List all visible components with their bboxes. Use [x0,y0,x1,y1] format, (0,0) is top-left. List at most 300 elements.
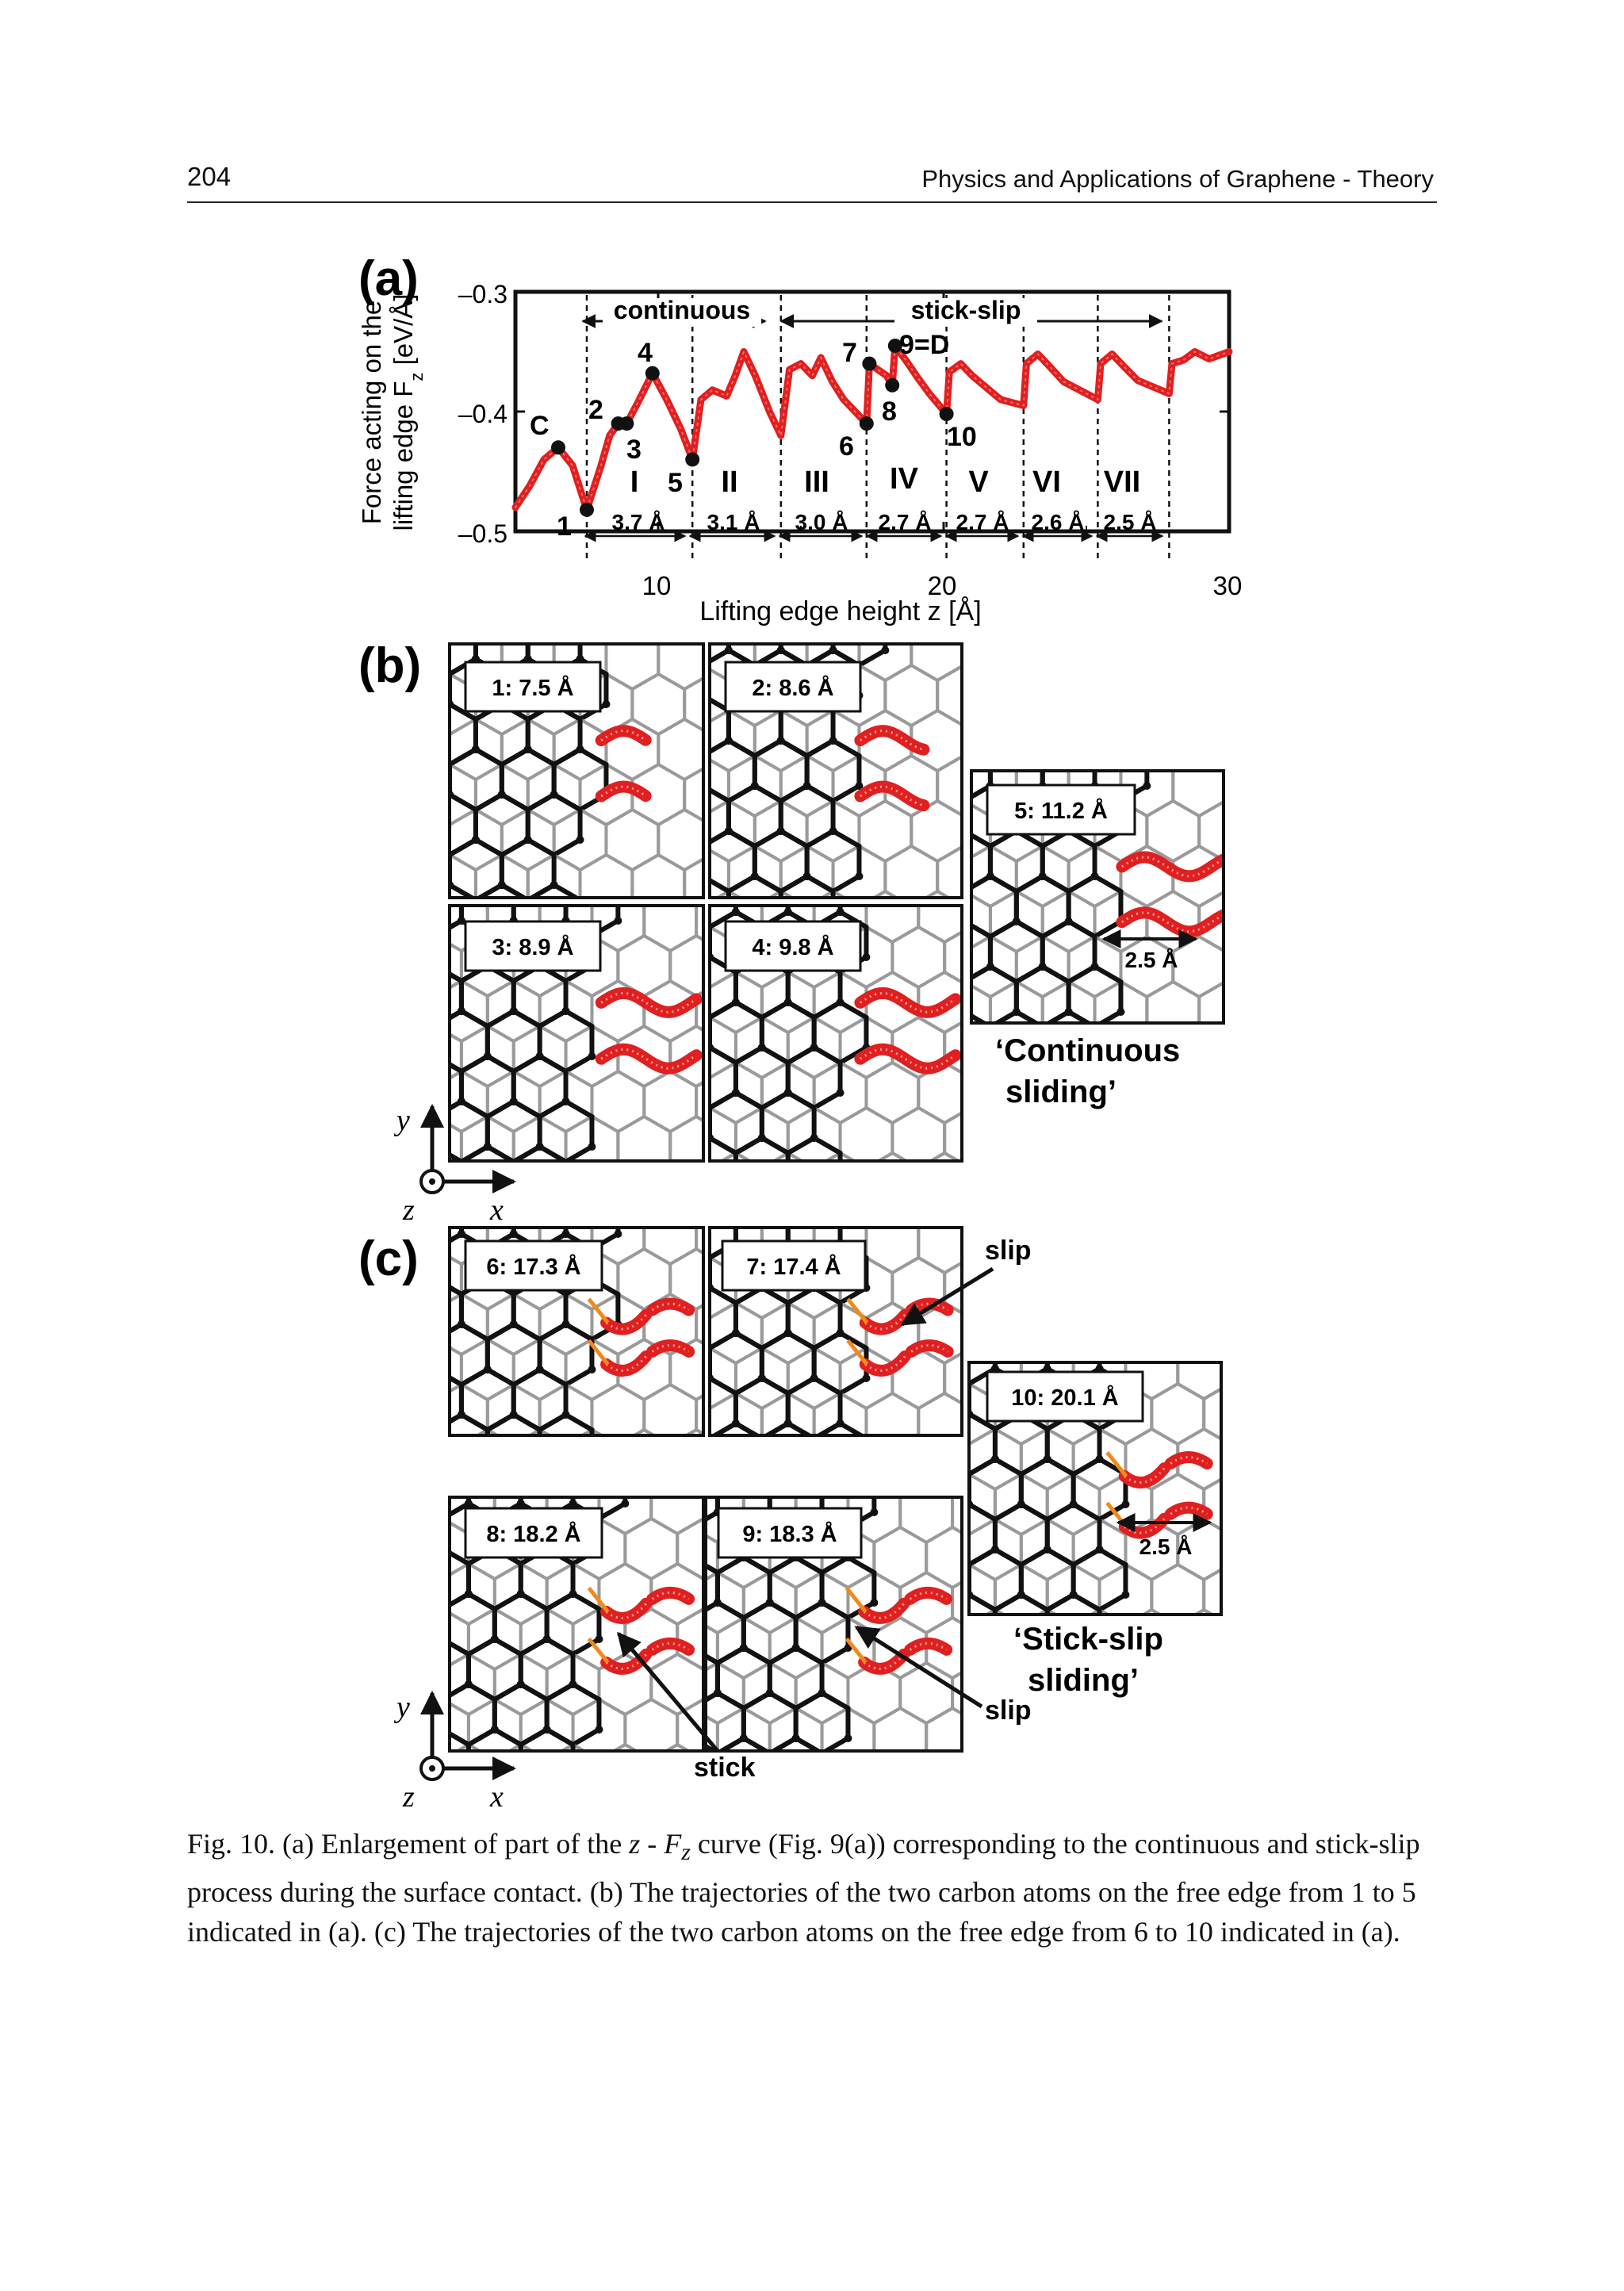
snapshot-5-canvas-sub-hex-27 [1225,846,1277,906]
snapshot-7-canvas-sub-hex-43 [736,1439,788,1499]
axis-y-label-b: y [396,1104,410,1137]
snapshot-1-canvas-top-hex-2 [502,569,554,629]
snapshot-10-canvas-sub-hex-6 [1256,1293,1308,1354]
snapshot-9-canvas-atom-37-0 [740,1644,748,1652]
snapshot-6-canvas-atom-42-2 [431,1456,439,1464]
snapshot-8-canvas-top-hex-14 [390,1504,442,1564]
snapshot-8-canvas-atom-52-2 [569,1771,577,1779]
axis-z-dot-c [429,1765,435,1772]
snapshot-3-canvas-atom-8-4 [405,917,413,925]
snapshot-3-canvas-atom-2-2 [536,872,544,879]
snapshot-9-canvas-atom-52-0 [792,1734,800,1742]
snapshot-9-canvas-sub-hex-54 [900,1753,952,1814]
snapshot-3-canvas-atom-43-0 [458,1098,465,1105]
snapshot-1-canvas-top-hex-21 [371,704,423,764]
snapshot-3-canvas-atom-1-2 [484,872,492,879]
snapshot-9-canvas-atom-43-0 [714,1689,722,1697]
snapshot-6-canvas-atom-2-4 [484,1185,492,1193]
snapshot-7-canvas-atom-35-0 [653,1374,661,1382]
snapshot-8-canvas-atom-22-0 [439,1545,446,1553]
snapshot-7-canvas-sub-hex-5 [944,1167,997,1228]
snapshot-6-canvas-atom-45-2 [588,1456,596,1464]
snapshot-9-canvas-atom-8-0 [688,1463,695,1471]
snapshot-8-canvas-atom-0-4 [386,1454,394,1462]
snapshot-9-canvas-atom-2-4 [740,1463,748,1471]
snapshot-9-canvas-atom-14-0 [661,1508,669,1516]
snapshot-7-canvas-atom-31-2 [862,1374,870,1382]
snapshot-6-canvas-top-hex-28 [383,1324,435,1385]
snapshot-10-canvas-atom-2-4 [1017,1320,1025,1327]
figure-caption [187,1824,1440,1952]
snapshot-7-canvas-sub-hex-20 [997,1258,1049,1318]
snapshot-3-canvas-atom-42-4 [379,1143,387,1151]
snapshot-6-canvas-top-hex-43 [435,1415,488,1475]
snapshot-1-canvas-atom-52-0 [550,881,558,889]
snapshot-8-canvas-atom-49-2 [412,1771,420,1779]
snapshot-10-canvas-atom-1-2 [1017,1320,1025,1327]
snapshot-10-canvas-atom-52-0 [1070,1591,1078,1599]
snapshot-5-canvas-atom-2-0 [1039,692,1047,699]
snapshot-5-canvas-atom-11-2 [1143,782,1151,790]
snapshot-1-canvas-atom-7-0 [393,610,401,618]
caption-part1: (a) Enlargement of part of the [275,1828,630,1860]
snapshot-3-canvas-atom-52-2 [562,1188,570,1196]
snapshot-3-canvas-atom-1-0 [458,826,465,834]
snapshot-8-canvas-atom-21-0 [386,1545,394,1553]
snapshot-6-canvas-atom-43-2 [484,1456,492,1464]
snapshot-5-canvas-sub-hex-34 [1251,891,1304,952]
snapshot-8-canvas-atom-7-4 [360,1500,368,1508]
snapshot-6-canvas-sub-hex-43 [462,1430,514,1490]
snapshot-5-canvas-trajectory-0 [1122,857,1236,876]
snapshot-3-canvas-atom-3-4 [536,872,544,879]
chart-a [357,280,1242,626]
snapshot-6-canvas-atom-21-2 [405,1320,413,1328]
snapshot-3-canvas-atom-21-0 [379,962,387,970]
snapshot-9-canvas-atom-11-2 [870,1508,878,1516]
snapshot-5-canvas-sub-hex-5 [1199,711,1251,771]
snapshot-6-canvas-sub-hex-35 [383,1385,435,1445]
snapshot-5-canvas-atom-3-2 [1116,737,1124,745]
snapshot-6-canvas [353,1140,775,1490]
y-axis-title-sub: z [406,372,427,381]
snapshot-1-canvas-atom-3-2 [602,610,610,618]
snapshot-6-canvas-top-hex-45 [540,1415,592,1475]
snapshot-6-canvas-atom-29-0 [458,1320,465,1328]
snapshot-9-canvas-atom-49-0 [635,1734,643,1742]
snapshot-6 [353,1140,775,1490]
snapshot-10-canvas-sub-hex-41 [1230,1519,1282,1580]
snapshot-1-canvas-sub-hex-49 [397,900,450,960]
snapshot-2-canvas-atom-0-4 [646,601,654,609]
snapshot-8-canvas-atom-14-0 [412,1500,420,1508]
snapshot-9-canvas-atom-29-0 [714,1599,722,1607]
snapshot-9-canvas-sub-hex-35 [639,1663,691,1723]
ytick-label-2: –0.5 [458,519,508,548]
snapshot-1-canvas-sub-hex-0 [423,584,476,644]
snapshot-1-canvas-top-hex-35 [371,795,423,855]
snapshot-3-canvas-atom-15-4 [431,962,439,970]
snapshot-5-label: 5: 11.2 Å [1014,799,1108,824]
snapshot-3-canvas-top-hex-14 [383,921,435,981]
snapshot-8-canvas-atom-50-2 [465,1771,473,1779]
snapshot-5-canvas-atom-28-4 [908,918,916,925]
snapshot-8-canvas-atom-0-0 [412,1409,420,1417]
snapshot-9-canvas-sub-hex-52 [796,1753,848,1814]
snapshot-6-canvas-sub-hex-48 [722,1430,775,1490]
snapshot-9-canvas-atom-3-0 [818,1418,826,1426]
snapshot-9-canvas-atom-10-0 [792,1463,800,1471]
snapshot-4-canvas-atom-52-2 [837,1179,845,1187]
stick-slip-label: stick-slip [910,296,1021,324]
snapshot-9-canvas-atom-9-0 [740,1463,748,1471]
snapshot-10-canvas-atom-44-0 [1044,1546,1051,1554]
snapshot-4-canvas-sub-hex-55 [971,1153,1023,1213]
x-axis-title: Lifting edge height z [Å] [699,596,982,626]
snapshot-1-canvas-top-hex-3 [554,569,607,629]
snapshot-5-canvas-atom-38-0 [1065,918,1073,925]
snapshot-9-canvas-atom-44-0 [766,1689,774,1697]
snapshot-3-canvas-atom-1-4 [431,872,439,879]
snapshot-5-canvas-top-hex-3 [1069,695,1121,756]
snapshot-2-canvas-atom-35-2 [672,827,680,835]
snapshot-6-canvas-atom-17-0 [562,1230,570,1238]
snapshot-9-canvas-atom-52-2 [818,1780,826,1787]
snapshot-8-canvas-atom-51-2 [517,1771,525,1779]
snapshot-7-canvas-atom-28-4 [653,1374,661,1382]
snapshot-6-canvas-atom-31-0 [562,1320,570,1328]
continuous-caption-1: ‘Continuous [995,1033,1181,1068]
snapshot-3-canvas-atom-21-4 [353,1007,361,1015]
snapshot-8-canvas-atom-22-4 [412,1590,420,1598]
snapshot-2-canvas-sub-hex-6 [990,575,1042,635]
snapshot-10-canvas-atom-3-2 [1121,1320,1129,1327]
axis-z-dot-b [429,1178,435,1185]
snapshot-10-canvas-sub-hex-5 [1204,1293,1256,1354]
snapshot-5-canvas-atom-51-4 [986,1053,994,1061]
snapshot-4-canvas-atom-49-0 [653,1134,661,1142]
snapshot-1-canvas-atom-14-4 [393,700,401,708]
snapshot-10-canvas-sub-hex-3 [1100,1293,1152,1354]
snapshot-7-canvas-atom-44-2 [810,1465,818,1473]
snapshot-7-canvas-atom-37-0 [758,1374,766,1382]
snapshot-7-canvas-atom-29-0 [732,1329,740,1337]
snapshot-9-canvas-sub-hex-2 [770,1437,822,1497]
snapshot-3-canvas-atom-35-0 [379,1052,387,1060]
snapshot-9-canvas-sub-hex-49 [639,1753,691,1814]
snapshot-2-canvas-atom-0-0 [672,556,680,564]
snapshot-10-canvas-sub-hex-2 [1048,1293,1100,1354]
snapshot-6-canvas-top-hex-42 [383,1415,435,1475]
panel-c-label: (c) [358,1232,419,1286]
snapshot-6-canvas-atom-43-4 [431,1456,439,1464]
snapshot-10-canvas-atom-35-2 [939,1546,947,1554]
snapshot-7-canvas-atom-42-4 [653,1465,661,1473]
snapshot-3-canvas-atom-35-4 [353,1098,361,1105]
snapshot-1-canvas-atom-30-0 [524,745,532,753]
spacing-label-1: 3.7 Å [611,510,665,534]
snapshot-6-canvas-atom-35-0 [379,1366,387,1373]
snapshot-7-canvas-atom-1-4 [706,1193,714,1201]
marked-point-8 [885,378,899,393]
snapshot-4-canvas-atom-51-4 [732,1179,740,1187]
snapshot-5-canvas-atom-1-2 [1013,737,1021,745]
snapshot-4-canvas-atom-14-4 [653,953,661,961]
point-label-10: 10 [947,422,977,452]
snapshot-1-canvas-trajectory-1 [601,787,645,796]
snapshot-6-canvas-atom-29-4 [431,1366,439,1373]
snapshot-5-canvas-atom-10-0 [1065,737,1073,745]
snapshot-4-label: 4: 9.8 Å [752,935,834,960]
snapshot-7-canvas-atom-7-4 [627,1239,635,1247]
spacing-label-6: 2.6 Å [1031,510,1085,534]
snapshot-5-canvas-atom-3-4 [1065,737,1073,745]
continuous-caption-2: sliding’ [1005,1075,1116,1109]
snapshot-8-canvas-top-hex-28 [390,1594,442,1654]
snapshot-1-canvas-top-hex-1 [450,569,502,629]
snapshot-10-canvas-atom-2-0 [1044,1274,1051,1282]
point-label-3: 3 [626,435,642,465]
snapshot-2-canvas-atom-11-2 [881,646,889,654]
snapshot-8-canvas-atom-10-0 [543,1454,551,1462]
snapshot-3-canvas-atom-3-2 [588,872,596,879]
snapshot-6-canvas-atom-3-2 [588,1185,596,1193]
snapshot-9-canvas-atom-0-2 [688,1463,695,1471]
snapshot-1-canvas-atom-37-0 [498,791,506,799]
snapshot-7-canvas-atom-45-2 [862,1465,870,1473]
snapshot-4-canvas-atom-51-0 [758,1134,766,1142]
snapshot-1-canvas-atom-2-2 [550,610,558,618]
snapshot-5-canvas-trajectory-1 [1122,913,1236,932]
marked-point-3 [619,416,634,431]
snapshot-1-canvas-atom-51-0 [498,881,506,889]
snapshot-8-canvas-atom-45-2 [595,1726,603,1734]
snapshot-7-canvas-atom-22-4 [680,1329,688,1337]
snapshot-8-canvas-atom-16-0 [517,1500,525,1508]
snapshot-7-canvas-atom-35-2 [680,1419,688,1427]
snapshot-7-canvas-atom-9-0 [758,1193,766,1201]
snapshot-2-canvas-atom-45-0 [829,827,837,835]
scale-label-b: 2.5 Å [1124,948,1178,972]
snapshot-4-canvas-atom-0-0 [680,818,688,826]
snapshot-6-canvas-atom-30-0 [510,1320,518,1328]
snapshot-10-canvas-sub-hex-13 [1230,1339,1282,1399]
snapshot-3-canvas-atom-0-4 [379,872,387,879]
snapshot-10-canvas-atom-31-2 [1121,1500,1129,1508]
spacing-label-4: 2.7 Å [878,510,932,534]
snapshot-7-canvas-top-hex-45 [814,1423,867,1484]
snapshot-1-canvas-atom-44-0 [524,836,532,844]
snapshot-8-canvas-top-hex-52 [521,1730,573,1790]
snapshot-4-canvas-atom-2-0 [784,818,792,826]
axis-z-label-b: z [403,1193,415,1227]
snapshot-3-canvas-atom-7-4 [353,917,361,925]
snapshot-8-canvas-atom-31-2 [595,1635,603,1643]
snapshot-8-canvas-sub-hex-1 [469,1428,521,1488]
snapshot-4-canvas-atom-50-2 [732,1179,740,1187]
ytick-label-1: –0.4 [458,400,508,428]
region-numeral-5: V [968,465,989,499]
snapshot-1-canvas-top-hex-28 [397,749,450,810]
snapshot-3-canvas-atom-22-0 [431,962,439,970]
snapshot-1-canvas-sub-hex-53 [606,900,658,960]
snapshot-5-canvas-sub-hex-48 [1251,982,1304,1042]
snapshot-9-canvas-atom-14-2 [688,1554,695,1561]
snapshot-8-canvas-sub-hex-7 [390,1473,442,1534]
snapshot-3-canvas-atom-9-0 [484,872,492,879]
point-label-1: 1 [557,511,572,542]
region-numeral-7: VII [1103,465,1141,499]
snapshot-5-canvas-atom-9-0 [1013,737,1021,745]
snapshot-3-canvas-sub-hex-21 [383,981,435,1041]
snapshot-8-canvas-atom-14-4 [386,1545,394,1553]
snapshot-2-canvas-sub-hex-27 [963,711,1016,771]
snapshot-8-canvas-atom-35-2 [412,1680,420,1688]
snapshot-3-canvas-atom-2-0 [510,826,518,834]
snapshot-6-canvas-atom-35-4 [353,1411,361,1419]
snapshot-10-canvas-atom-35-4 [887,1546,894,1554]
snapshot-8-canvas-atom-15-0 [465,1500,473,1508]
marked-point-4 [645,366,660,381]
snapshot-5-canvas-atom-45-2 [1116,1008,1124,1016]
snapshot-7-canvas-sub-hex-27 [971,1303,1023,1363]
snapshot-8-canvas-atom-43-0 [465,1680,473,1688]
xtick-label-10: 10 [642,571,672,600]
snapshot-9-canvas-atom-50-0 [688,1734,695,1742]
snapshot-8-canvas-atom-2-2 [543,1454,551,1462]
snapshot-10-canvas-atom-9-0 [1017,1320,1025,1327]
snapshot-6-canvas-sub-hex-5 [670,1159,722,1219]
snapshot-8-canvas-atom-1-2 [491,1454,499,1462]
snapshot-3-canvas-atom-49-4 [353,1188,361,1196]
snapshot-6-canvas-atom-14-2 [431,1275,439,1283]
spacing-label-3: 3.0 Å [795,510,848,534]
snapshot-9-canvas-atom-35-4 [609,1689,617,1697]
point-label-6: 6 [839,431,854,462]
snapshot-9-canvas-atom-42-4 [635,1734,643,1742]
snapshot-2-canvas-atom-43-0 [725,827,733,835]
snapshot-7-canvas-atom-44-0 [784,1419,792,1427]
snapshot-1-canvas-atom-43-0 [472,836,480,844]
snapshot-5-canvas-atom-45-0 [1091,963,1099,971]
snapshot-10-canvas-atom-29-0 [991,1455,999,1463]
snapshot-3-canvas-atom-51-4 [458,1188,465,1196]
snapshot-8-canvas-atom-3-2 [595,1454,603,1462]
snapshot-3-canvas-atom-10-0 [536,872,544,879]
snapshot-2-canvas-atom-51-0 [751,872,759,880]
snapshot-2-canvas-atom-52-0 [803,872,811,880]
snapshot-10-canvas-sub-hex-34 [1256,1474,1308,1534]
panel-a-label: (a) [358,251,419,306]
snapshot-8-canvas-atom-49-4 [360,1771,368,1779]
snapshot-8-canvas-atom-7-0 [386,1454,394,1462]
snapshot-3-canvas-atom-37-0 [484,1052,492,1060]
snapshot-7-canvas-sub-hex-45 [841,1439,893,1499]
snapshot-6-canvas-sub-hex-1 [462,1159,514,1219]
snapshot-7-label: 7: 17.4 Å [746,1255,841,1280]
snapshot-10-canvas-atom-51-4 [991,1636,999,1644]
snapshot-6-canvas-atom-15-4 [431,1275,439,1283]
stick-slip-caption-1: ‘Stick-slip [1013,1622,1163,1657]
snapshot-3-label: 3: 8.9 Å [492,935,574,960]
marked-point-7 [862,357,876,371]
snapshot-3-canvas-sub-hex-53 [592,1162,644,1222]
snapshot-5-canvas-atom-52-0 [1065,1008,1073,1016]
snapshot-1-canvas-atom-29-0 [472,745,480,753]
snapshot-7-canvas-sub-hex-6 [997,1167,1049,1228]
snapshot-7 [627,1148,1049,1499]
snapshot-6-canvas-atom-42-0 [405,1411,413,1419]
snapshot-3-canvas-atom-31-2 [588,1052,596,1060]
snapshot-3-canvas-atom-14-0 [405,917,413,925]
snapshot-10-canvas-atom-38-0 [1070,1500,1078,1508]
snapshot-7-canvas-atom-44-4 [758,1465,766,1473]
marked-point-1 [580,503,594,517]
snapshot-9-canvas-atom-8-4 [661,1508,669,1516]
y-axis-title-unit: [eV/Å] [389,293,418,373]
snapshot-3-canvas-atom-28-4 [379,1052,387,1060]
snapshot-8-canvas-atom-17-0 [569,1500,577,1508]
snapshot-5-canvas-sub-hex-47 [1199,982,1251,1042]
snapshot-4-canvas-atom-44-0 [784,1089,792,1097]
region-numeral-3: III [804,465,829,499]
snapshot-2-canvas-atom-35-4 [620,827,628,835]
snapshot-10-canvas-atom-37-0 [1017,1500,1025,1508]
snapshot-6-canvas-sub-hex-46 [618,1430,670,1490]
snapshot-8-canvas-sub-hex-6 [730,1428,782,1488]
snapshot-6-canvas-sub-hex-4 [618,1159,670,1219]
snapshot-1-canvas-atom-3-0 [576,565,584,573]
snapshot-4-canvas-atom-35-4 [627,1089,635,1097]
snapshot-7-canvas-atom-21-2 [680,1329,688,1337]
snapshot-4-canvas-atom-28-4 [653,1044,661,1052]
snapshot-1-canvas-atom-21-2 [419,745,427,753]
snapshot-10 [887,1274,1308,1670]
snapshot-10-canvas-atom-30-0 [1044,1455,1051,1463]
snapshot-9-label: 9: 18.3 Å [742,1522,837,1547]
snapshot-2-canvas-atom-30-0 [777,737,785,745]
snapshot-9-canvas-atom-43-4 [688,1734,695,1742]
snapshot-8-canvas-atom-50-0 [439,1726,446,1734]
snapshot-9-canvas-atom-21-0 [635,1554,643,1561]
snapshot-3-canvas-atom-14-2 [431,962,439,970]
snapshot-1-canvas-atom-1-4 [446,610,454,618]
snapshot-1-canvas-top-hex-42 [397,840,450,900]
snapshot-6-canvas-atom-31-2 [588,1366,596,1373]
snapshot-6-canvas-atom-45-0 [562,1411,570,1419]
snapshot-5-canvas-top-hex-1 [964,695,1017,756]
snapshot-7-canvas-atom-10-0 [810,1193,818,1201]
snapshot-7-canvas [627,1148,1049,1499]
snapshot-2-canvas-atom-38-0 [803,782,811,790]
snapshot-4-canvas-atom-52-0 [810,1134,818,1142]
snapshot-6-canvas-atom-44-2 [536,1456,544,1464]
snapshot-3-canvas-sub-hex-46 [618,1117,670,1177]
snapshot-3-canvas-trajectory-1 [601,1049,696,1068]
snapshot-1-canvas-atom-50-4 [419,926,427,934]
snapshot-9-canvas-atom-1-4 [688,1463,695,1471]
snapshot-8-canvas-atom-42-4 [386,1726,394,1734]
snapshot-4-canvas-atom-43-0 [732,1089,740,1097]
snapshot-4-canvas-atom-36-4 [680,1089,688,1097]
snapshot-10-canvas [887,1274,1308,1670]
snapshot-3-canvas-atom-15-0 [458,917,465,925]
snapshot-6-canvas-top-hex-21 [357,1279,409,1339]
snapshot-9-canvas-sub-hex-7 [639,1482,691,1542]
snapshot-10-canvas-trajectory-2 [1124,1519,1164,1533]
snapshot-3-canvas-atom-31-0 [562,1007,570,1015]
snapshot-2-canvas-atom-7-4 [620,646,628,654]
